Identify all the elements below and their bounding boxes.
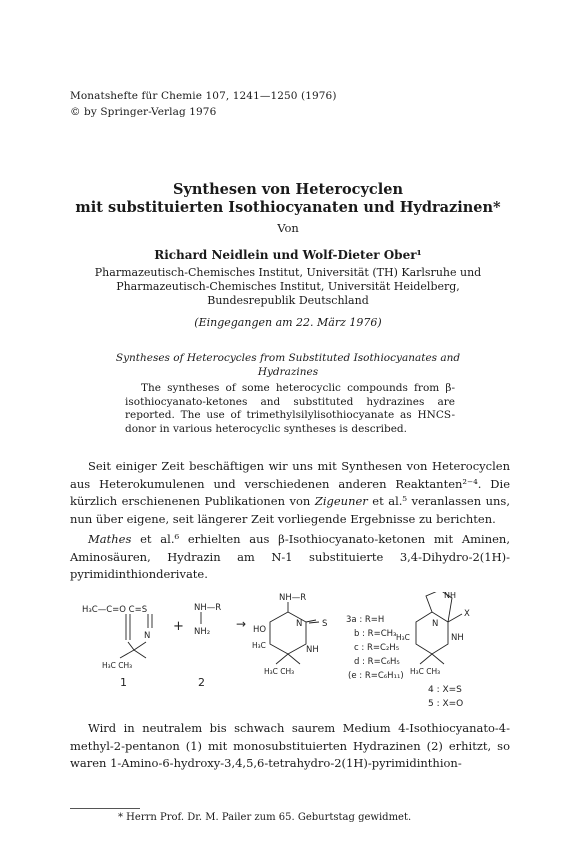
subst-3a: 3a : R=H (346, 615, 385, 625)
reaction-arrow: → (236, 617, 247, 631)
copyright-line: © by Springer-Verlag 1976 (70, 106, 217, 118)
c3-nh-label: NH (306, 645, 319, 655)
c4-h3c-label: H₃C (396, 633, 410, 642)
c1-top-label: H₃C—C=O C=S (82, 605, 148, 615)
affiliation-line-1: Pharmazeutisch-Chemisches Institut, Universität (TH) Karlsruhe und (94, 266, 482, 279)
compound-1-label: 1 (120, 676, 127, 689)
c1-n-label: N (144, 631, 151, 641)
reaction-scheme (80, 592, 510, 710)
body-paragraph-3 (70, 720, 510, 773)
c4-x-label: X (464, 609, 470, 619)
c2-bottom-label: NH₂ (194, 627, 211, 637)
p1-text-b: et al.⁵ veranlassen uns, nun über eigene, seit längerer Zeit vorliegende Ergebnisse zu berichten. (70, 494, 510, 526)
received-date: (Eingegangen am 22. März 1976) (194, 316, 382, 329)
subst-3d: d : R=C₆H₅ (354, 657, 400, 667)
affiliation-line-2: Pharmazeutisch-Chemisches Institut, Universität Heidelberg, (116, 280, 460, 293)
c3-top-label: NH—R (279, 593, 307, 603)
c4-methyl-labels: H₃C CH₃ (410, 667, 441, 676)
affiliation-line-3: Bundesrepublik Deutschland (207, 294, 369, 307)
p2-author-name: Mathes (88, 532, 132, 546)
p1-author-name: Zigeuner (314, 494, 368, 508)
c2-top-label: NH—R (194, 603, 222, 613)
p3-text: Wird in neutralem bis schwach saurem Medium 4-Isothiocyanato-4-methyl-2-pentanon (1) mit monosubstituierten Hydrazinen (2) erhitzt, so waren 1-Amino-6-hydroxy-3,4,5,6-tetrahydro-2(1H)-pyrimidinthion- (70, 721, 510, 770)
von-label: Von (277, 221, 299, 235)
plus-sign: + (173, 619, 184, 634)
abstract-text: The syntheses of some heterocyclic compounds from β-isothiocyanato-ketones and substituted hydrazines are reported. The use of trimethylsilylisothiocyanate as HNCS-donor in various heterocyclic syntheses is described. (125, 382, 455, 435)
p2-text: et al.⁶ erhielten aus β-Isothiocyanato-ketonen mit Aminen, Aminosäuren, Hydrazin am N-1 substituierte 3,4-Dihydro-2(1H)-pyrimidinthionderivate. (70, 532, 510, 581)
compound-2-label: 2 (198, 676, 205, 689)
c4-n-label: N (432, 619, 439, 629)
c3-methyl-labels: H₃C CH₃ (264, 667, 295, 676)
c1-methyl-labels: H₃C CH₃ (102, 661, 133, 670)
subst-3b: b : R=CH₃ (354, 629, 397, 639)
title-line-2: mit substituierten Isothiocyanaten und Hydrazinen* (75, 199, 501, 216)
abstract-title-line-1: Syntheses of Heterocycles from Substituted Isothiocyanates and (115, 352, 461, 364)
footnote-rule (70, 808, 140, 809)
c4-nh-top-label: NH (444, 592, 456, 600)
c3-ho-label: HO (253, 625, 267, 635)
title-line-1: Synthesen von Heterocyclen (172, 181, 404, 198)
c3-s-label: S (322, 619, 328, 629)
subst-3c: c : R=C₂H₅ (354, 643, 400, 653)
body-paragraph-1 (70, 458, 510, 528)
body-paragraph-2 (70, 531, 510, 584)
c4-nh-label: NH (451, 633, 464, 643)
abstract-title-line-2: Hydrazines (257, 366, 319, 378)
authors: Richard Neidlein und Wolf-Dieter Ober¹ (154, 248, 422, 262)
c3-h3c-label: H₃C (252, 641, 266, 650)
compound-4-label: 4 : X=S (428, 685, 462, 695)
subst-3e: (e : R=C₆H₁₁) (348, 671, 404, 681)
journal-citation: Monatshefte für Chemie 107, 1241—1250 (1976) (70, 90, 337, 102)
p1-text-a: Seit einiger Zeit beschäftigen wir uns mit Synthesen von Heterocyclen aus Heterokumulenen und verschiedenen anderen Reaktanten²⁻⁴. Die kürzlich erschienenen Publikationen von (70, 459, 510, 508)
compound-5-label: 5 : X=O (428, 699, 464, 709)
footnote: * Herrn Prof. Dr. M. Pailer zum 65. Geburtstag gewidmet. (118, 812, 412, 823)
c3-n-label: N (296, 619, 303, 629)
